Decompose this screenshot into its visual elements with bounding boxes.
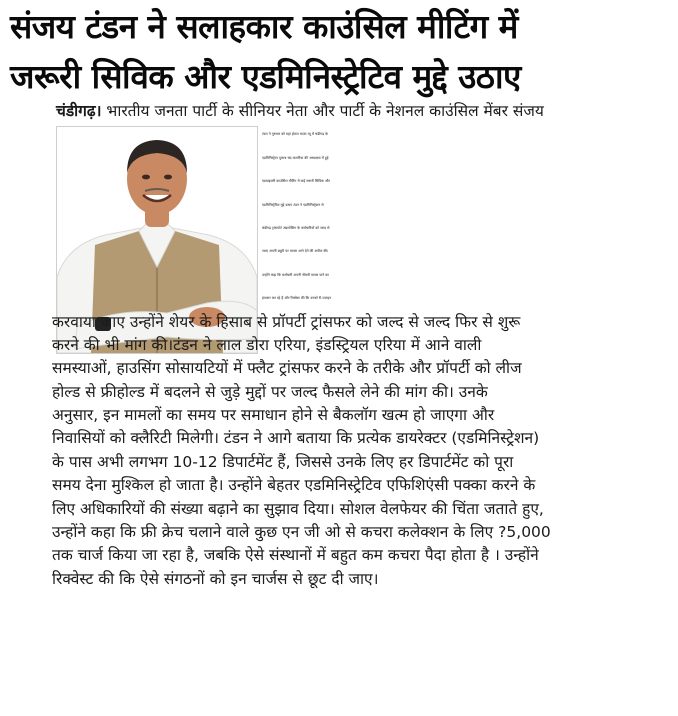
article-line: उन्होंने कहा कि फ्री क्रेच चलाने वाले कुछ एन जी ओ से कचरा कलेक्शन के लिए ?5,000: [52, 523, 551, 542]
article-line: निवासियों को क्लैरिटी मिलेगी। टंडन ने आगे बताया कि प्रत्येक डायरेक्टर (एडमिनिस्ट्रेशन): [52, 429, 540, 448]
article-line: के पास अभी लगभग 10-12 डिपार्टमेंट हैं, जिससे उनके लिए हर डिपार्टमेंट को पूरा: [52, 452, 514, 471]
dateline: चंडीगढ़।: [56, 102, 102, 120]
article-line: समस्याओं, हाउसिंग सोसायटियों में फ्लैट ट्रांसफर करने के तरीके और प्रॉपर्टी को लीज: [52, 359, 522, 378]
article-line: टंडन ने गुरुवार को यहां होटल माउंट व्यू में चंडीगढ़ के: [262, 132, 328, 137]
article-line: करने की भी मांग की।टंडन ने लाल डोरा एरिया, इंडस्ट्रियल एरिया में आने वाली: [52, 335, 482, 354]
article-line: होल्ड से फ्रीहोल्ड में बदलने से जुड़े मुद्दों पर जल्द फैसले लेने की मांग की। उनके: [52, 382, 488, 401]
article-line: एडवाइजरी काउंसिल मीटिंग में कई जरूरी सिविक और: [262, 179, 330, 184]
article-line: जल्द अपनी ड्यूटी पर वापस आने देने की अपील की।: [262, 249, 329, 254]
article-line: रिक्वेस्ट की कि ऐसे संगठनों को इन चार्जस से छूट दी जाए।: [52, 569, 379, 588]
article-line: [56, 100, 674, 123]
article-line: चंडीगढ़ ट्रांसपोर्ट अंडरटेकिंग के कर्मचारियों को जल्द से: [262, 225, 330, 230]
headline-line-2: जरूरी सिविक और एडमिनिस्ट्रेटिव मुद्दे उठाए: [10, 57, 521, 96]
headline-line-1: संजय टंडन ने सलाहकार काउंसिल मीटिंग में: [10, 7, 518, 46]
article-line-text: भारतीय जनता पार्टी के सीनियर नेता और पार्टी के नेशनल काउंसिल मेंबर संजय: [106, 102, 544, 120]
article-line: समय देना मुश्किल हो जाता है। उन्होंने बेहतर एडमिनिस्ट्रेटिव एफिशिएंसी पक्का करने के: [52, 476, 536, 495]
article-line: लिए अधिकारियों की संख्या बढ़ाने का सुझाव दिया। सोशल वेलफेयर की चिंता जताते हुए,: [52, 499, 544, 518]
article-line: उन्होंने कहा कि कर्मचारी अपनी नौकरी वापस पाने का: [262, 272, 329, 277]
article-line: अनुसार, इन मामलों का समय पर समाधान होने से बैकलॉग खत्म हो जाएगा और: [52, 406, 495, 425]
headline: [10, 2, 670, 102]
article-line: करवाया जाए उन्होंने शेयर के हिसाब से प्रॉपर्टी ट्रांसफर को जल्द से जल्द फिर से शुरू: [52, 312, 521, 331]
article-line: एडमिनिस्ट्रेटिव मुद्दे उठाए टंडन ने एडमिनिस्ट्रेशन से: [262, 202, 324, 207]
article-line: एडमिनिस्ट्रेटर गुलाब चंद कटारिया की अध्यक्षता में हुई: [262, 155, 329, 160]
article-line: तक चार्ज किया जा रहा है, जबकि ऐसे संस्थानों में बहुत कम कचरा पैदा होता है । उन्होंने: [52, 546, 539, 565]
article-line: इंतजार कर रहे हैं और रिक्वेस्ट की कि उनको री-ज्वाइन: [262, 296, 332, 301]
article-body: [52, 100, 674, 591]
